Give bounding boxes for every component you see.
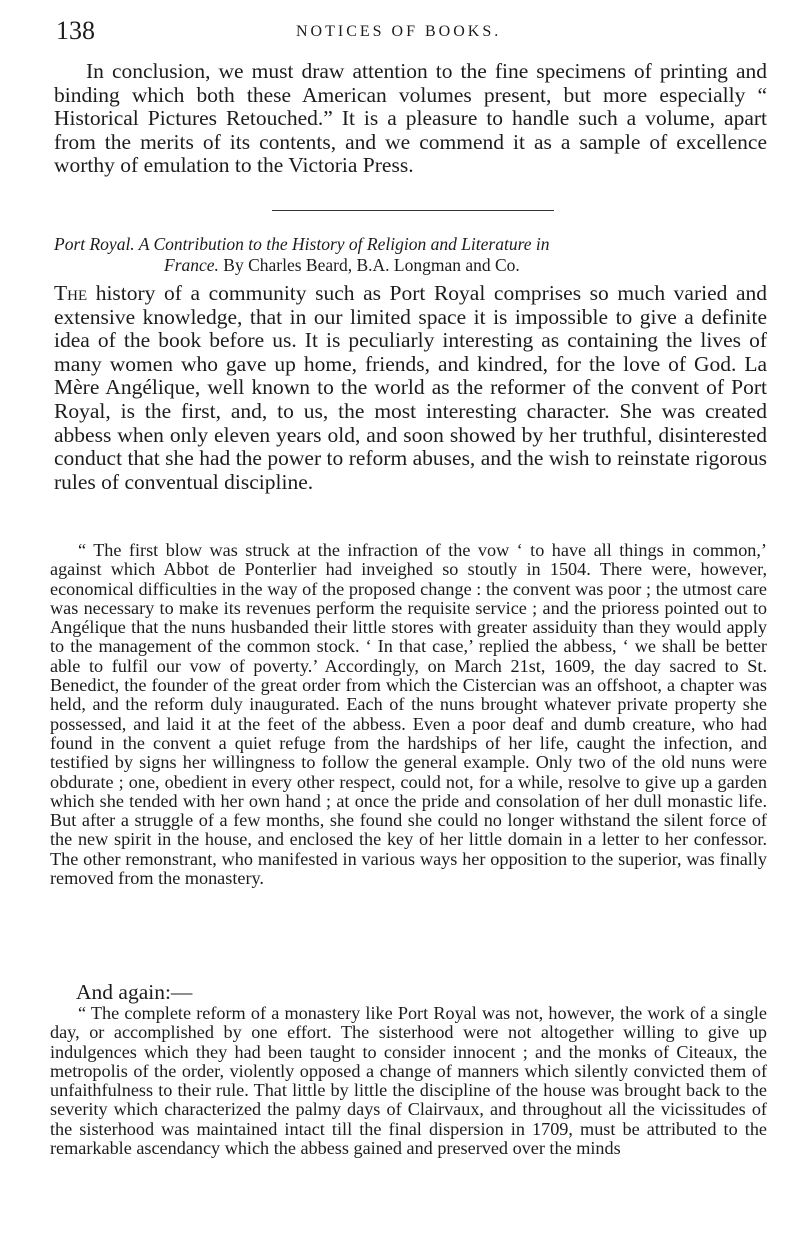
review-body: history of a community such as Port Royal comprises so much varied and extensive knowledge, that in our limited space it is impossible to give a definite idea of the book before us. It is peculiarly interesting as containing the lives of many women who gave up home, friends, and kindred, for the love of God. La Mère Angélique, well known to the world as the reformer of the convent of Port Royal, is the first, and, to us, the most interesting character. She was created abbess when only eleven years old, and soon showed by her truthful, disinterested conduct that she had the power to reform abuses, and the wish to reinstate rigorous rules of conventual discipline. [54,281,767,494]
running-title: NOTICES OF BOOKS. [296,23,502,40]
quotation-1: “ The first blow was struck at the infraction of the vow ‘ to have all things in common,’ against which Abbot de Ponterlier had inveighed so stoutly in 1504. There were, however, economical difficulties in the way of the proposed change : the convent was poor ; the utmost care was necessary to make its revenues perform the requisite service ; and the prioress pointed out to Angélique that the nuns husbanded their little stores with greater assiduity than they would apply to the management of the common stock. ‘ In that case,’ replied the abbess, ‘ we shall be better able to fulfil our vow of poverty.’ Accordingly, on March 21st, 1609, the day sacred to St. Benedict, the founder of the great order from which the Cistercian was an offshoot, a chapter was held, and the reform duly inaugurated. Each of the nuns brought whatever private property she possessed, and laid it at the feet of the abbess. Even a poor deaf and dumb creature, who had found in the convent a quiet refuge from the hardships of her life, caught the infection, and testified by signs her willingness to follow the general example. Only two of the old nuns were obdurate ; one, obedient in every other respect, could not, for a while, resolve to give up a garden which she tended with her own hand ; at once the pride and consolation of her dull monastic life. But after a struggle of a few months, she found she could no longer withstand the silent force of the new spirit in the house, and enclosed the key of her little domain in a letter to her confessor. The other remonstrant, who manifested in various ways her opposition to the superior, was finally removed from the monastery. [50,540,767,889]
review-lead-word: The [54,281,88,305]
review-paragraph [54,282,767,494]
book-title-italic: Port Royal. A Contribution to the History of Religion and Literature in [54,234,550,254]
section-divider [272,210,554,211]
quotation-2: “ The complete reform of a monastery like Port Royal was not, however, the work of a single day, or accomplished by one effort. The sisterhood were not altogether willing to give up indulgences which they had been taught to consider innocent ; and the monks of Citeaux, the metropolis of the order, violently opposed a change of manners which silently convicted them of unfaithfulness to their rule. That little by little the discipline of the house was brought back to the severity which characterized the palmy days of Clairvaux, and throughout all the vicissitudes of the sisterhood was maintained intact till the final dispersion in 1709, must be attributed to the remarkable ascendancy which the abbess gained and preserved over the minds [50,1003,767,1159]
page-number: 138 [56,16,95,45]
book-notice-title [54,234,767,276]
book-title-line-2 [54,255,767,276]
book-title-italic-2: France. [164,255,219,275]
and-again-text: And again:— [76,980,193,1004]
conclusion-paragraph: In conclusion, we must draw attention to the fine specimens of printing and binding which both these American volumes present, but more especially “ Historical Pictures Retouched.” It is a pleasure to handle such a volume, apart from the merits of its contents, and we commend it as a sample of excellence worthy of emulation to the Victoria Press. [54,59,767,178]
page-header [56,16,768,48]
book-author-publisher: By Charles Beard, B.A. Longman and Co. [218,255,520,275]
